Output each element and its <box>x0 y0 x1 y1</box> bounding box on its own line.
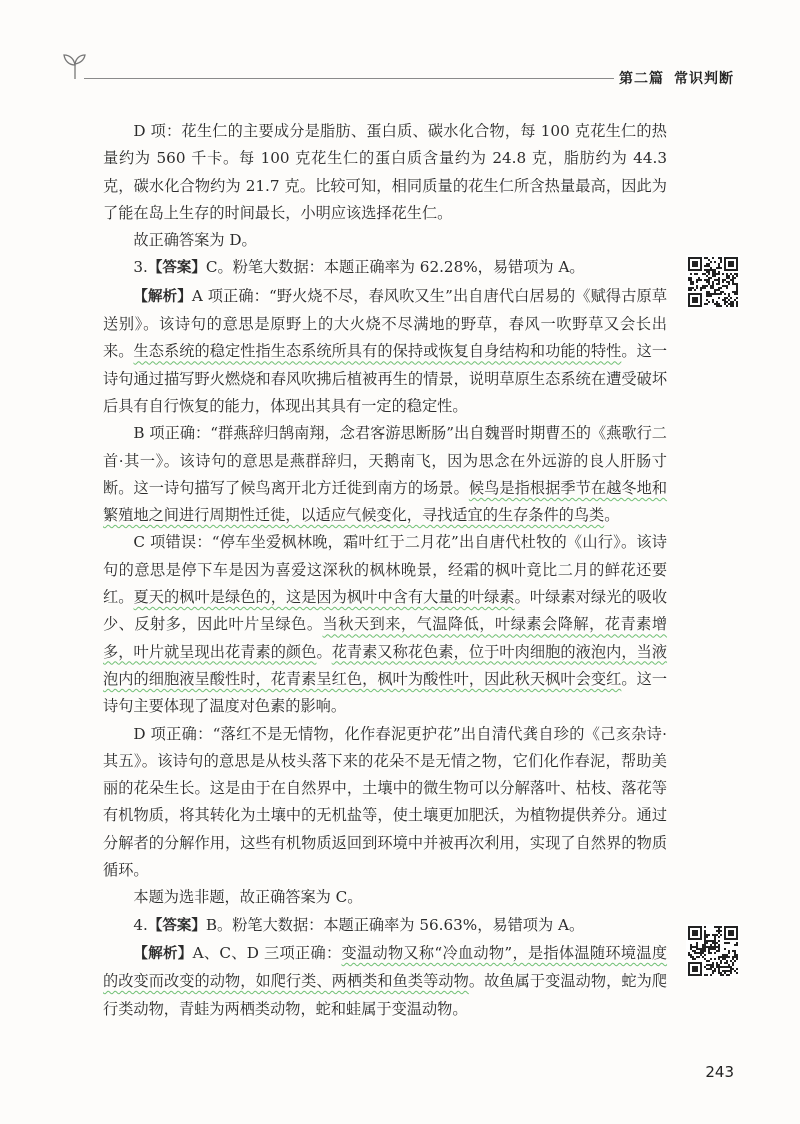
qr-code-icon[interactable] <box>686 255 740 309</box>
question-number: 3. <box>133 258 148 277</box>
paragraph-q3-analysis-a <box>103 283 667 420</box>
text: D 项正确：“落红不是无情物，化作春泥更护花”出自清代龚自珍的《己亥杂诗·其五》。该诗句的意思是从枝头落下来的花朵不是无情之物，它们化作春泥，帮助美丽的花朵生长。这是由于在自然界中，土壤中的微生物可以分解落叶、枯枝、落花等有机物质，将其转化为土壤中的无机盐等，使土壤更加肥沃，为植物提供养分。通过分解者的分解作用，这些有机物质返回到环境中并被再次利用，实现了自然界的物质循环。 <box>103 724 667 880</box>
analysis-tag: 【解析】 <box>133 288 192 305</box>
highlighted-text: 夏天的枫叶是绿色的，这是因为枫叶中含有大量的叶绿素 <box>133 588 515 607</box>
text: 。 <box>316 642 332 661</box>
paragraph-q3-analysis-b <box>103 420 667 529</box>
sprout-icon <box>62 52 88 80</box>
highlighted-text: 生态系统的稳定性指生态系统所具有的保持或恢复自身结构和功能的特性 <box>133 342 622 361</box>
text: 故正确答案为 D。 <box>133 231 257 250</box>
highlighted-text: 当秋天到来，气温降低，叶绿素会降解，花青素增多，叶片就呈现出花青素的颜色 <box>103 615 668 661</box>
paragraph-q3-analysis-d <box>103 721 667 885</box>
text: C。粉笔大数据：本题正确率为 62.28%，易错项为 A。 <box>205 258 585 277</box>
text: 。这一诗句主要体现了温度对色素的影响。 <box>103 669 668 716</box>
chapter-section: 常识判断 <box>674 71 734 87</box>
answer-tag: 【答案】 <box>147 917 206 934</box>
text: 。故鱼属于变温动物，蛇为爬行类动物，青蛙为两栖类动物，蛇和蛙属于变温动物。 <box>103 972 668 1018</box>
text: C 项错误：“停车坐爱枫林晚，霜叶红于二月花”出自唐代杜牧的《山行》。该诗句的意思是停下车是因为喜爱这深秋的枫林晚景，经霜的枫叶竟比二月的鲜花还要红。 <box>103 533 667 607</box>
paragraph-q3-conclusion <box>103 884 667 911</box>
text: 。这一诗句通过描写野火燃烧和春风吹拂后植被再生的情景，说明草原生态系统在遭受破坏后具有自行恢复的能力，体现出其具有一定的稳定性。 <box>103 342 668 415</box>
page-header <box>0 0 800 100</box>
text: B。粉笔大数据：本题正确率为 56.63%，易错项为 A。 <box>205 915 585 934</box>
question-number: 4. <box>133 915 148 934</box>
answer-tag: 【答案】 <box>147 260 206 277</box>
text: 本题为选非题，故正确答案为 C。 <box>133 888 363 907</box>
highlighted-text: 变温动物又称“冷血动物”，是指体温随环境温度的改变而改变的动物，如爬行类、两栖类和鱼类等动物 <box>103 943 668 991</box>
text: D 项：花生仁的主要成分是脂肪、蛋白质、碳水化合物，每 100 克花生仁的热量约为 560 千卡。每 100 克花生仁的蛋白质含量约为 24.8 克，脂肪约为 44.3 克，碳水化合物约为 21.7 克。比较可知，相同质量的花生仁所含热量最高，因此为了能在岛上生存的时间最长，小明应该选择花生仁。 <box>103 122 667 222</box>
text: A、C、D 三项正确： <box>192 943 342 962</box>
text: 。 <box>604 506 620 525</box>
qr-code-icon[interactable] <box>686 924 740 978</box>
header-rule <box>84 78 614 79</box>
page-number: 243 <box>705 1063 734 1081</box>
paragraph-q4-analysis <box>103 940 667 1023</box>
analysis-tag: 【解析】 <box>133 945 193 962</box>
text: B 项正确：“群燕辞归鹄南翔，念君客游思断肠”出自魏晋时期曹丕的《燕歌行二首·其一》。该诗句的意思是燕群辞归，天鹅南飞，因为思念在外远游的良人肝肠寸断。这一诗句描写了候鸟离开北方迁徙到南方的场景。 <box>103 424 667 497</box>
text: A 项正确：“野火烧不尽，春风吹又生”出自唐代白居易的《赋得古原草送别》。该诗句的意思是原野上的大火烧不尽满地的野草，春风一吹野草又会长出来。 <box>103 286 668 361</box>
paragraph-q3-answer <box>103 254 667 282</box>
paragraph-q3-analysis-c <box>103 529 667 720</box>
highlighted-text: 花青素又称花色素，位于叶肉细胞的液泡内，当液泡内的细胞液呈酸性时，花青素呈红色，枫叶为酸性叶，因此秋天枫叶会变红 <box>103 642 668 688</box>
chapter-title <box>619 68 734 88</box>
paragraph-d-option <box>103 118 667 227</box>
text: 。叶绿素对绿光的吸收少、反射多，因此叶片呈绿色。 <box>103 588 668 634</box>
highlighted-text: 候鸟是指根据季节在越冬地和繁殖地之间进行周期性迁徙，以适应气候变化，寻找适宜的生存条件的鸟类 <box>103 478 668 525</box>
paragraph-answer-d <box>103 227 667 254</box>
paragraph-q4-answer <box>103 912 667 940</box>
chapter-part: 第二篇 <box>619 71 664 87</box>
page-content <box>103 118 667 1023</box>
